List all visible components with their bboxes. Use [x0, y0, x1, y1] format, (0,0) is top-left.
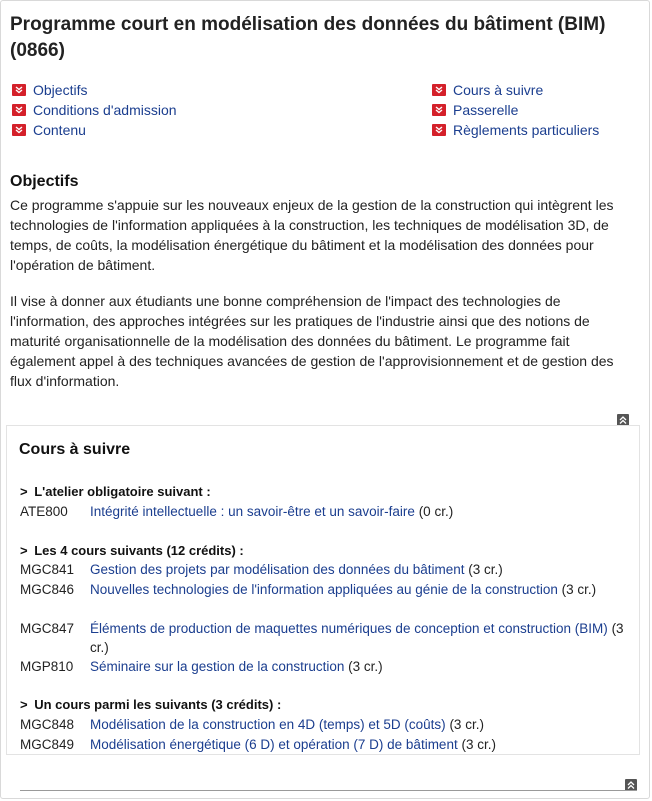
course-credits: (3 cr.)	[468, 562, 503, 577]
nav-link-conditions-admission[interactable]	[12, 100, 177, 120]
page-title: Programme court en modélisation des données du bâtiment (BIM) (0866)	[10, 14, 606, 61]
course-code: MGC846	[20, 582, 75, 597]
nav-link-cours-a-suivre[interactable]	[432, 80, 599, 100]
group-marker: >	[20, 697, 28, 712]
nav-link-reglements[interactable]	[432, 120, 599, 140]
nav-link-objectifs[interactable]	[12, 80, 177, 100]
course-row	[20, 580, 630, 618]
course-link[interactable]: Nouvelles technologies de l'information appliquées au génie de la construction	[90, 582, 558, 597]
course-group-heading: > Les 4 cours suivants (12 crédits) :	[20, 543, 244, 558]
course-group-heading: > Un cours parmi les suivants (3 crédits) :	[20, 697, 282, 712]
nav-link-contenu[interactable]	[12, 120, 177, 140]
cours-heading: Cours à suivre	[19, 441, 131, 458]
objectifs-paragraph: Ce programme s'appuie sur les nouveaux enjeux de la gestion de la construction qui intègrent les technologies de l'information appliquées à la construction, les techniques de modélisation 3D, de temps, de coûts, la modélisation énergétique du bâtiment et la modélisation des données pour l'opération de bâtiment.	[10, 197, 614, 273]
group-marker: >	[20, 484, 28, 499]
chevron-down-icon	[432, 124, 446, 136]
nav-link-label: Objectifs	[33, 82, 88, 98]
section-nav-right	[432, 80, 599, 140]
chevron-down-icon	[432, 104, 446, 116]
chevron-down-icon	[432, 84, 446, 96]
chevron-down-icon	[12, 124, 26, 136]
course-code: ATE800	[20, 504, 68, 519]
course-code: MGC848	[20, 717, 75, 732]
nav-link-label: Passerelle	[453, 102, 519, 118]
group-marker: >	[20, 543, 28, 558]
nav-link-passerelle[interactable]	[432, 100, 599, 120]
course-link[interactable]: Modélisation de la construction en 4D (temps) et 5D (coûts)	[90, 717, 446, 732]
nav-link-label: Règlements particuliers	[453, 122, 600, 138]
course-credits: (3 cr.)	[90, 621, 624, 655]
objectifs-heading: Objectifs	[10, 173, 79, 190]
chevron-down-icon	[12, 104, 26, 116]
nav-link-label: Contenu	[33, 122, 86, 138]
chevron-down-icon	[12, 84, 26, 96]
objectifs-paragraph: Il vise à donner aux étudiants une bonne compréhension de l'impact des technologies de l'information, des approches intégrées sur les pratiques de l'industrie ainsi que des notions de maturité organisationnelle de la modélisation des données du bâtiment. Le programme fait également appel à des techniques avancées de gestion de l'approvisionnement et de gestion des flux d'information.	[10, 293, 614, 389]
course-code: MGP810	[20, 659, 74, 674]
course-row	[20, 619, 630, 657]
course-credits: (3 cr.)	[348, 659, 383, 674]
course-code: MGC849	[20, 737, 75, 752]
nav-link-label: Cours à suivre	[453, 82, 544, 98]
course-row	[20, 735, 630, 754]
course-code: MGC847	[20, 621, 75, 636]
course-row	[20, 657, 630, 676]
divider	[20, 790, 637, 791]
course-credits: (3 cr.)	[449, 717, 484, 732]
course-row	[20, 502, 630, 521]
course-link[interactable]: Gestion des projets par modélisation des données du bâtiment	[90, 562, 465, 577]
course-credits: (3 cr.)	[461, 737, 496, 752]
course-link[interactable]: Séminaire sur la gestion de la construction	[90, 659, 345, 674]
course-link[interactable]: Intégrité intellectuelle : un savoir-être et un savoir-faire	[90, 504, 415, 519]
course-link[interactable]: Éléments de production de maquettes numériques de conception et construction (BIM)	[90, 621, 608, 636]
course-credits: (0 cr.)	[418, 504, 454, 519]
course-row	[20, 715, 630, 734]
course-row	[20, 560, 630, 579]
course-credits: (3 cr.)	[561, 582, 597, 597]
course-code: MGC841	[20, 562, 75, 577]
course-link[interactable]: Modélisation énergétique (6 D) et opération (7 D) de bâtiment	[90, 737, 458, 752]
nav-link-label: Conditions d'admission	[33, 102, 177, 118]
course-group-heading: > L'atelier obligatoire suivant :	[20, 484, 211, 499]
section-nav-left	[12, 80, 177, 140]
